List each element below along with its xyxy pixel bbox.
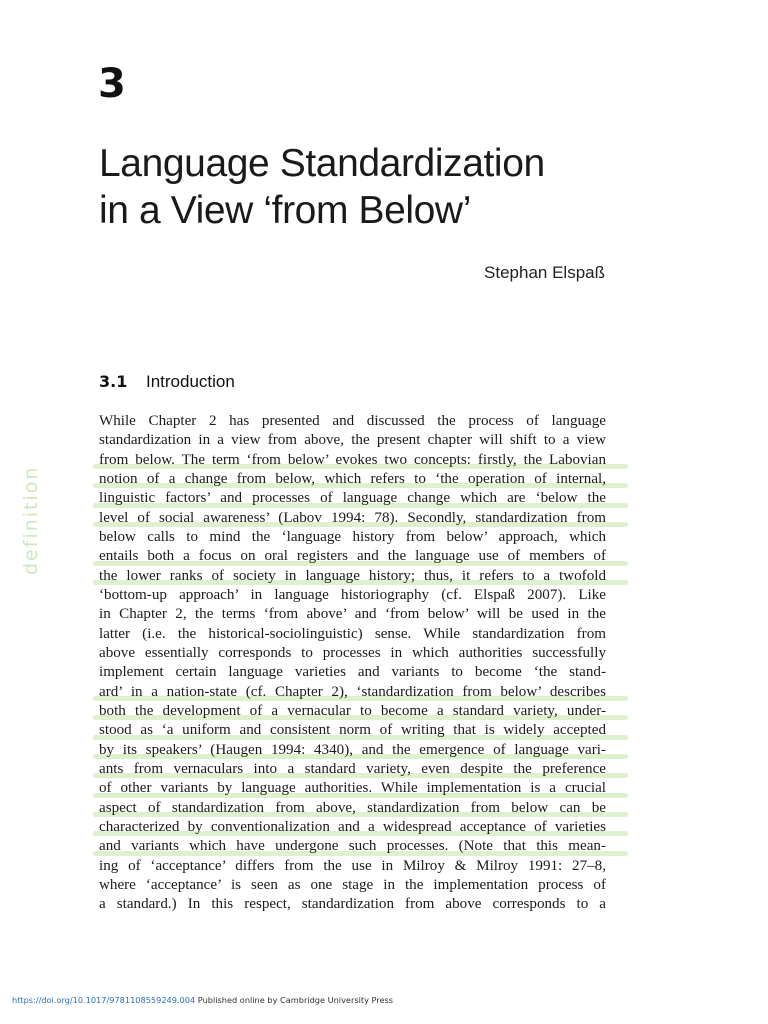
body-line-text: implement certain language varieties and variants to become ‘the stand- xyxy=(99,664,606,681)
doi-link[interactable]: https://doi.org/10.1017/9781108559249.004 xyxy=(12,995,196,1005)
chapter-title-line-1: Language Standardization xyxy=(99,142,545,185)
body-line xyxy=(99,431,606,450)
body-line-text: of other variants by language authorities. While implementation is a crucial xyxy=(99,780,606,797)
body-line xyxy=(99,567,606,586)
body-line-text: below calls to mind the ‘language history from below’ approach, which xyxy=(99,528,606,545)
body-line xyxy=(99,547,606,566)
body-line-text: a standard.) In this respect, standardization from above corresponds to a xyxy=(99,896,606,913)
body-line xyxy=(99,625,606,644)
body-line-text: above essentially corresponds to processes in which authorities successfully xyxy=(99,644,606,661)
chapter-number: 3 xyxy=(98,61,126,107)
body-line-text: ard’ in a nation-state (cf. Chapter 2), ‘standardization from below’ describes xyxy=(99,683,606,700)
body-line xyxy=(99,412,606,431)
body-line xyxy=(99,528,606,547)
body-line xyxy=(99,760,606,779)
body-line-text: characterized by conventionalization and a widespread acceptance of varieties xyxy=(99,818,606,835)
body-text xyxy=(99,412,606,915)
section-number: 3.1 xyxy=(99,372,128,391)
chapter-title-line-2: in a View ‘from Below’ xyxy=(99,189,471,232)
body-line xyxy=(99,702,606,721)
body-line-text: ing of ‘acceptance’ differs from the use in Milroy & Milroy 1991: 27–8, xyxy=(99,857,606,874)
handwritten-margin-note: definition xyxy=(20,465,42,575)
section-title: Introduction xyxy=(146,372,235,391)
body-line xyxy=(99,799,606,818)
body-line-text: the lower ranks of society in language history; thus, it refers to a twofold xyxy=(99,567,606,584)
body-line xyxy=(99,489,606,508)
body-line-text: where ‘acceptance’ is seen as one stage in the implementation process of xyxy=(99,876,606,893)
body-line xyxy=(99,644,606,663)
body-line-text: ‘bottom-up approach’ in language historiography (cf. Elspaß 2007). Like xyxy=(99,586,606,603)
body-line-text: stood as ‘a uniform and consistent norm of writing that is widely accepted xyxy=(99,722,606,739)
body-line-text: by its speakers’ (Haugen 1994: 4340), and the emergence of language vari- xyxy=(99,741,606,758)
body-line xyxy=(99,470,606,489)
body-line-text: both the development of a vernacular to become a standard variety, under- xyxy=(99,702,606,719)
body-line-text: ants from vernaculars into a standard variety, even despite the preference xyxy=(99,760,606,777)
body-line xyxy=(99,663,606,682)
body-line xyxy=(99,857,606,876)
chapter-title xyxy=(99,140,659,234)
body-line-text: and variants which have undergone such processes. (Note that this mean- xyxy=(99,838,606,855)
body-line-text: from below. The term ‘from below’ evokes two concepts: firstly, the Labovian xyxy=(99,451,606,468)
body-line-text: linguistic factors’ and processes of language change which are ‘below the xyxy=(99,490,606,507)
body-line xyxy=(99,779,606,798)
body-line xyxy=(99,876,606,895)
body-line xyxy=(99,683,606,702)
body-line xyxy=(99,895,606,914)
body-line-text: While Chapter 2 has presented and discussed the process of language xyxy=(99,413,606,429)
author-name: Stephan Elspaß xyxy=(484,263,605,282)
body-line-text: in Chapter 2, the terms ‘from above’ and ‘from below’ will be used in the xyxy=(99,606,606,623)
body-line-text: level of social awareness’ (Labov 1994: 78). Secondly, standardization from xyxy=(99,509,606,526)
body-line-text: entails both a focus on oral registers and the language use of members of xyxy=(99,548,606,565)
body-line-text: latter (i.e. the historical-sociolinguistic) sense. While standardization from xyxy=(99,625,606,642)
body-line xyxy=(99,721,606,740)
body-line xyxy=(99,818,606,837)
body-line-text: standardization in a view from above, the present chapter will shift to a view xyxy=(99,432,606,449)
body-line-text: notion of a change from below, which refers to ‘the operation of internal, xyxy=(99,470,606,487)
body-line xyxy=(99,837,606,856)
page-footer xyxy=(12,995,393,1005)
footer-publisher-text: Published online by Cambridge University Press xyxy=(195,995,394,1005)
body-line xyxy=(99,451,606,470)
body-line xyxy=(99,509,606,528)
body-line xyxy=(99,741,606,760)
body-line-text: aspect of standardization from above, standardization from below can be xyxy=(99,799,606,816)
body-line xyxy=(99,605,606,624)
body-line xyxy=(99,586,606,605)
